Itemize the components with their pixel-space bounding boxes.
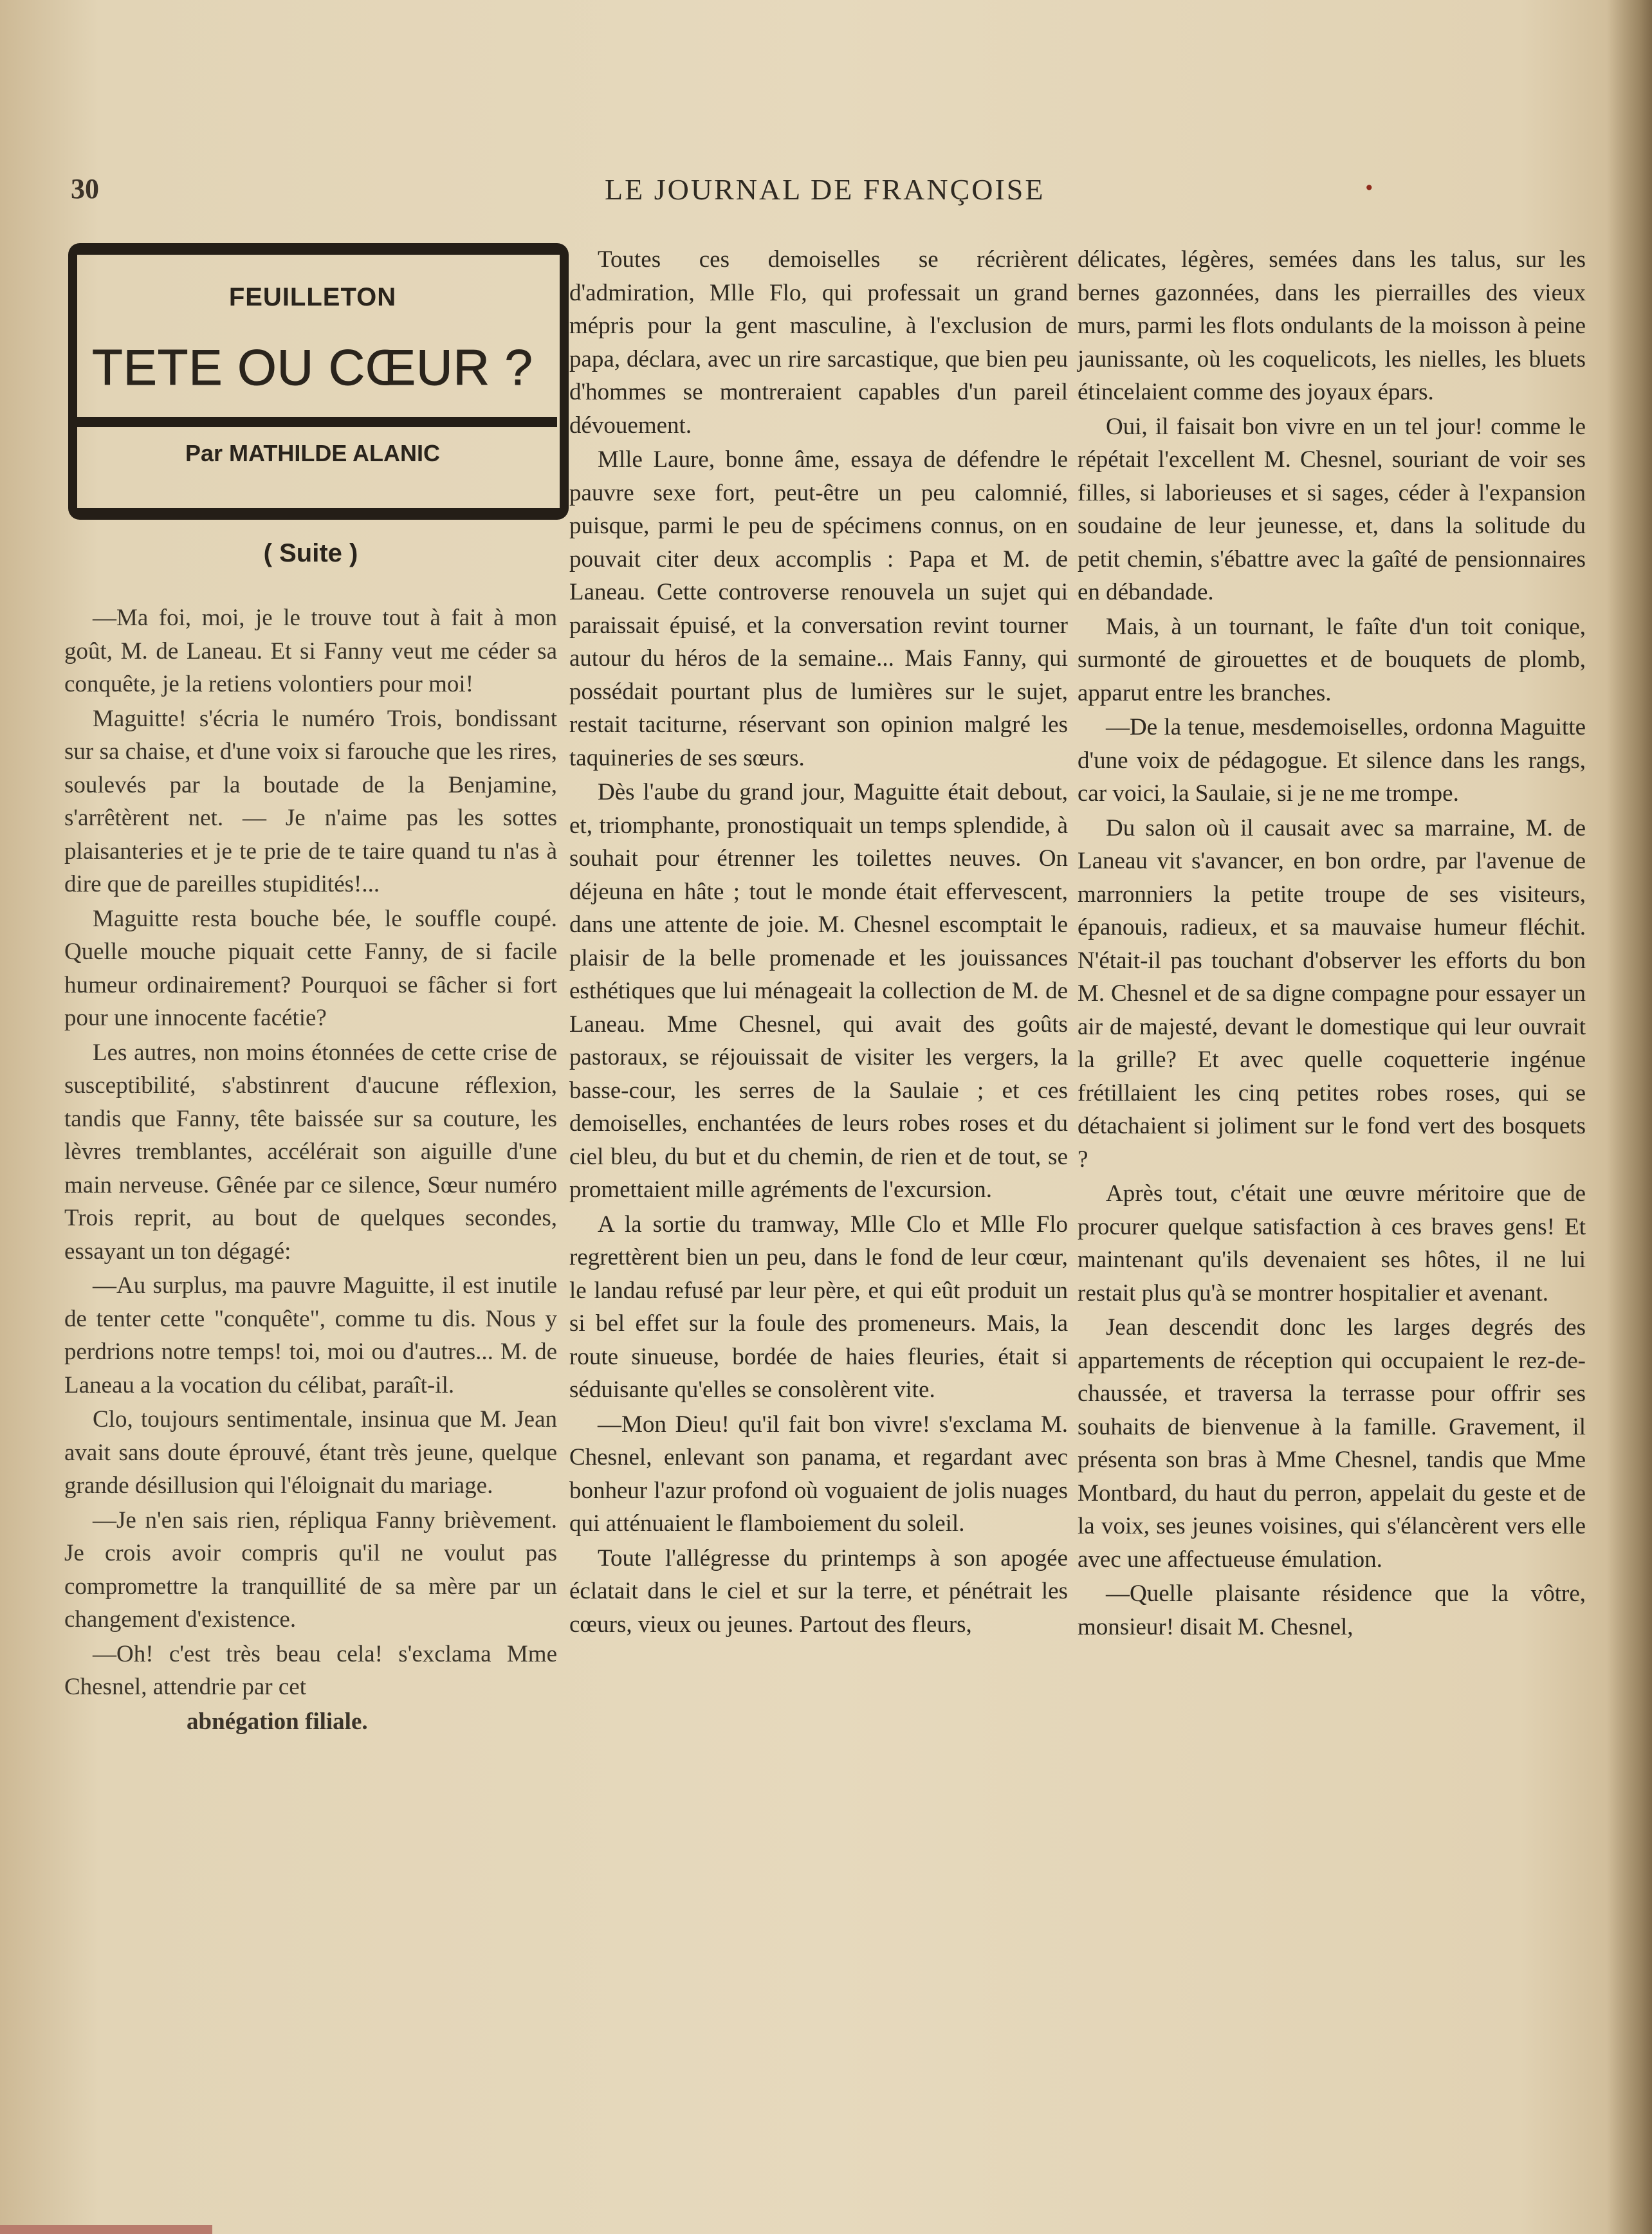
page-header <box>71 172 1415 211</box>
feuilleton-author: Par MATHILDE ALANIC <box>185 440 440 466</box>
header-dot-mark: • <box>1364 178 1375 199</box>
paragraph-continued: délicates, légères, semées dans les talus, sur les bernes gazonnées, dans les pierrailles des vieux murs, parmi les flots ondulants de la moisson à peine jaunissante, où les coquelicots, les nielles, les bluets étincelaient comme des joyaux épars. <box>1078 246 1586 405</box>
suite-label: ( Suite ) <box>263 539 358 567</box>
paragraph: Dès l'aube du grand jour, Maguitte était debout, et, triomphante, pronostiquait un temps splendide, à souhait pour étrenner les toilettes neuves. On déjeuna en hâte ; tout le monde était effervescent, dans une attente de joie. M. Chesnel escomptait le plaisir de la belle promenade et les jouissances esthétiques que lui ménageait la collection de M. de Laneau. Mme Chesnel, qui avait des goûts pastoraux, se réjouissait de visiter les vergers, la basse-cour, les serres de la Saulaie ; et ces demoiselles, enchantées de leurs robes roses et du ciel bleu, du but et du chemin, de rien et de tout, se promettaient mille agréments de l'excursion. <box>569 779 1068 1203</box>
column-2 <box>569 243 1068 1642</box>
page-edge-shadow <box>1607 0 1652 2234</box>
column-3 <box>1078 243 1586 1645</box>
feuilleton-label: FEUILLETON <box>228 283 397 311</box>
paragraph: Toutes ces demoiselles se récrièrent d'admiration, Mlle Flo, qui professait un grand mépris pour la gent masculine, à l'exclusion de papa, déclara, avec un rire sarcastique, que bien peu d'hommes se montreraient capables d'un pareil dévouement. <box>569 246 1068 439</box>
feuilleton-title: TETE OU CŒUR ? <box>92 339 533 396</box>
page-bottom-tab <box>0 2225 212 2234</box>
paragraph: Mais, à un tournant, le faîte d'un toit conique, surmonté de girouettes et de bouquets de plomb, apparut entre les branches. <box>1078 613 1586 706</box>
paragraph: —De la tenue, mesdemoiselles, ordonna Maguitte d'une voix de pédagogue. Et silence dans les rangs, car voici, la Saulaie, si je ne me trompe. <box>1078 714 1586 807</box>
paragraph: —Au surplus, ma pauvre Maguitte, il est inutile de tenter cette "conquête", comme tu dis. Nous y perdrions notre temps! toi, moi ou d'autres... M. de Laneau a la vocation du célibat, paraît-il. <box>64 1272 557 1398</box>
paragraph-end: abnégation filiale. <box>187 1708 368 1735</box>
paragraph: —Mon Dieu! qu'il fait bon vivre! s'exclama M. Chesnel, enlevant son panama, et regardant avec bonheur l'azur profond où voguaient de jolis nuages qui atténuaient le flamboiement du soleil. <box>569 1411 1068 1537</box>
column-1 <box>64 601 557 1739</box>
paragraph: —Quelle plaisante résidence que la vôtre, monsieur! disait M. Chesnel, <box>1078 1580 1586 1640</box>
paragraph: Du salon où il causait avec sa marraine, M. de Laneau vit s'avancer, en bon ordre, par l'avenue de marronniers la petite troupe de ses visiteurs, épanouis, radieux, et sa mauvaise humeur fléchit. N'était-il pas touchant d'observer les efforts du bon M. Chesnel et de sa digne compagne pour essayer un air de majesté, devant le domestique qui leur ouvrait la grille? Et avec quelle coquetterie ingénue frétillaient les cinq petites robes roses, qui se détachaient si joliment sur le fond vert des bosquets ? <box>1078 814 1586 1173</box>
paragraph: Toute l'allégresse du printemps à son apogée éclatait dans le ciel et sur la terre, et pénétrait les cœurs, vieux ou jeunes. Partout des fleurs, <box>569 1544 1068 1638</box>
paragraph: —Je n'en sais rien, répliqua Fanny brièvement. Je crois avoir compris qu'il ne voulut pas compromettre la tranquillité de sa mère par un changement d'existence. <box>64 1506 557 1633</box>
paragraph: Maguitte resta bouche bée, le souffle coupé. Quelle mouche piquait cette Fanny, de si facile humeur ordinairement? Pourquoi se fâcher si fort pour une innocente facétie? <box>64 905 557 1031</box>
paragraph: Maguitte! s'écria le numéro Trois, bondissant sur sa chaise, et d'une voix si farouche que les rires, soulevés par la boutade de la Benjamine, s'arrêtèrent net. — Je n'aime pas les sottes plaisanteries et je te prie de te taire quand tu n'as à dire que de pareilles stupidités!... <box>64 705 557 897</box>
paragraph: Clo, toujours sentimentale, insinua que M. Jean avait sans doute éprouvé, étant très jeune, quelque grande désillusion qui l'éloignait du mariage. <box>64 1406 557 1499</box>
paragraph: Mlle Laure, bonne âme, essaya de défendre le pauvre sexe fort, peut-être un peu calomnié, puisque, parmi le peu de spécimens connus, on en pouvait citer deux accomplis : Papa et M. de Laneau. Cette controverse renouvela un sujet qui paraissait épuisé, et la conversation revint tourner autour du héros de la semaine... Mais Fanny, qui possédait pourtant plus de lumières sur le sujet, restait taciturne, réservant son opinion malgré les taquineries de ses sœurs. <box>569 446 1068 771</box>
paragraph: A la sortie du tramway, Mlle Clo et Mlle Flo regrettèrent bien un peu, dans le fond de leur cœur, le landau refusé par leur père, et qui eût produit un si bel effet sur la foule des promeneurs. Mais, la route sinueuse, bordée de haies fleuries, était si séduisante qu'elles se consolèrent vite. <box>569 1211 1068 1403</box>
paragraph: Oui, il faisait bon vivre en un tel jour! comme le répétait l'excellent M. Chesnel, souriant de voir ses filles, si laborieuses et si sages, céder à l'expansion soudaine de leur jeunesse, et, dans la solitude du petit chemin, s'ébattre avec la gaîté de pensionnaires en débandade. <box>1078 413 1586 605</box>
box-divider-rule <box>68 417 557 427</box>
feuilleton-title-box <box>68 243 557 503</box>
page-number: 30 <box>71 173 99 205</box>
paragraph: Jean descendit donc les larges degrés des appartements de réception qui occupaient le rez-de-chaussée, et traversa la terrasse pour offrir ses souhaits de bienvenue à la famille. Gravement, il présenta son bras à Mme Chesnel, tandis que Mme Montbard, du haut du perron, appelait du geste et de la voix, ses jeunes voisines, qui s'élancèrent vers elle avec une affectueuse émulation. <box>1078 1314 1586 1573</box>
paragraph: Après tout, c'était une œuvre méritoire que de procurer quelque satisfaction à ces braves gens! Et maintenant qu'ils devenaient ses hôtes, il ne lui restait plus qu'à se montrer hospitalier et avenant. <box>1078 1180 1586 1306</box>
paragraph: —Ma foi, moi, je le trouve tout à fait à mon goût, M. de Laneau. Et si Fanny veut me céder sa conquête, je la retiens volontiers pour moi! <box>64 605 557 697</box>
paragraph: Les autres, non moins étonnées de cette crise de susceptibilité, s'abstinrent d'aucune réflexion, tandis que Fanny, tête baissée sur sa couture, les lèvres tremblantes, accélérait son aiguille d'une main nerveuse. Gênée par ce silence, Sœur numéro Trois reprit, au bout de quelques secondes, essayant un ton dégagé: <box>64 1039 557 1265</box>
paragraph: —Oh! c'est très beau cela! s'exclama Mme Chesnel, attendrie par cet <box>64 1640 557 1700</box>
journal-title: LE JOURNAL DE FRANÇOISE <box>605 173 1045 206</box>
